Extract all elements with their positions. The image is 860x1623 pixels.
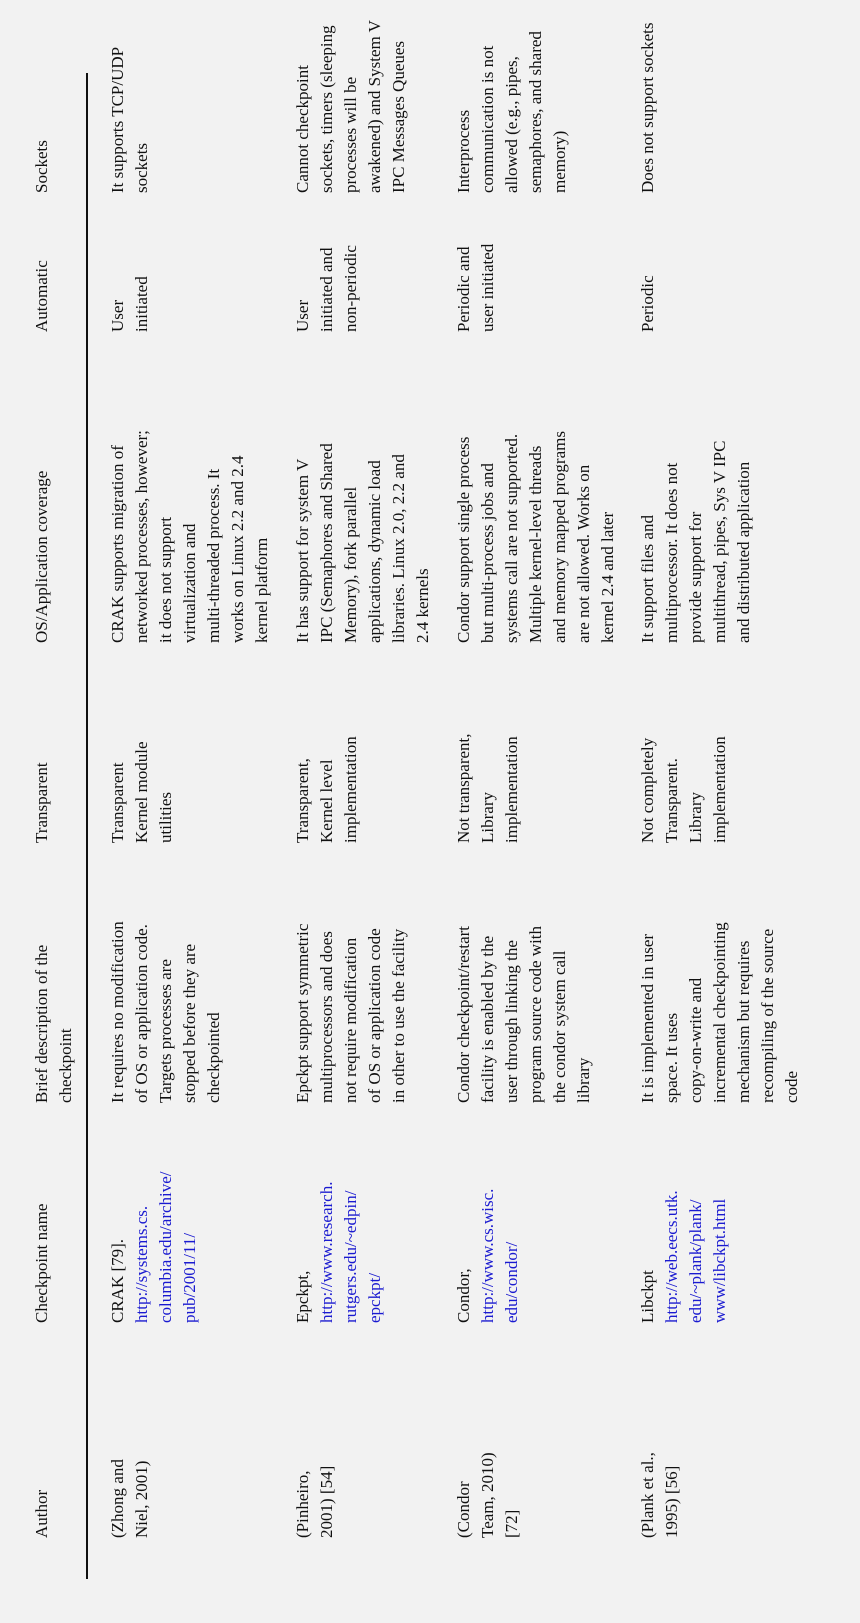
cell-description [291, 924, 411, 1103]
coverage-line: applications, dynamic load [365, 460, 384, 643]
coverage-line: Memory), fork parallel [341, 486, 360, 643]
cell-automatic [291, 245, 363, 332]
description-line: recompiling of the source [758, 928, 777, 1103]
automatic-line: Periodic [638, 275, 657, 332]
cell-description [452, 926, 596, 1103]
transparent-line: Library [686, 792, 705, 843]
coverage-line: it does not support [156, 516, 175, 643]
transparent-line: Transparent [108, 762, 127, 843]
cell-sockets [291, 20, 411, 193]
coverage-line: It support files and [638, 515, 657, 643]
cell-automatic [636, 275, 660, 332]
author-line: (Plank et al., [638, 1452, 657, 1538]
transparent-line: Not completely [638, 737, 657, 843]
author-line: Team, 2010) [478, 1452, 497, 1538]
coverage-line: multiprocessor. It does not [662, 462, 681, 643]
cell-author [452, 1452, 524, 1538]
author-line: 1995) [56] [662, 1465, 681, 1538]
description-line: of OS or application code [365, 928, 384, 1103]
description-line: It requires no modification [108, 921, 127, 1103]
description-line: not require modification [341, 937, 360, 1103]
checkpoint-title: Condor, [454, 1268, 473, 1323]
cell-checkpoint-name [636, 1190, 732, 1323]
automatic-line: User [293, 299, 312, 332]
cell-author [291, 1466, 339, 1538]
checkpoint-title: Epckpt, [293, 1270, 312, 1323]
header-description: Brief description of the checkpoint [32, 944, 75, 1103]
automatic-line: User [108, 299, 127, 332]
description-line: of OS or application code. [132, 924, 151, 1103]
sockets-line: sockets, timers (sleeping [317, 25, 336, 193]
checkpoint-url-line[interactable]: columbia.edu/archive/ [156, 1171, 175, 1323]
cell-description [106, 921, 226, 1103]
automatic-line: non-periodic [341, 245, 360, 332]
coverage-line: provide support for [686, 511, 705, 643]
description-line: stopped before they are [180, 943, 199, 1103]
automatic-line: initiated [132, 276, 151, 332]
automatic-line: Periodic and [454, 246, 473, 332]
cell-coverage [636, 441, 756, 643]
sockets-line: Cannot checkpoint [293, 65, 312, 193]
sockets-line: Interprocess [454, 109, 473, 193]
checkpoint-url-line[interactable]: edu/~plank/plank/ [686, 1199, 705, 1323]
cell-sockets [636, 23, 660, 193]
coverage-line: kernel platform [252, 537, 271, 643]
checkpoint-title: Libckpt [638, 1270, 657, 1323]
coverage-line: 2.4 kernels [413, 568, 432, 643]
author-line: 2001) [54] [317, 1465, 336, 1538]
coverage-line: Condor support single process [454, 436, 473, 643]
author-line: (Condor [454, 1481, 473, 1538]
transparent-line: Kernel level [317, 759, 336, 843]
description-line: multiprocessors and does [317, 931, 336, 1103]
coverage-line: libraries. Linux 2.0, 2.2 and [389, 454, 408, 643]
sockets-line: IPC Messages Queues [389, 40, 408, 193]
sockets-line: memory) [550, 130, 569, 193]
coverage-line: and distributed application [734, 461, 753, 643]
description-line: space. It uses [662, 1012, 681, 1103]
coverage-line: virtualization and [180, 523, 199, 643]
header-sockets: Sockets [32, 140, 51, 193]
description-line: It is implemented in user [638, 933, 657, 1103]
cell-author [106, 1459, 154, 1538]
author-line: (Zhong and [108, 1459, 127, 1538]
transparent-line: implementation [710, 736, 729, 843]
coverage-line: kernel 2.4 and later [598, 511, 617, 643]
sockets-line: processes will be [341, 76, 360, 193]
checkpoint-url-line[interactable]: www/libckpt.html [710, 1198, 729, 1323]
header-author: Author [32, 1489, 51, 1538]
checkpoint-title: CRAK [79]. [108, 1238, 127, 1323]
description-line: user through linking the [502, 940, 521, 1103]
transparent-line: Transparent. [662, 758, 681, 843]
checkpoint-url-line[interactable]: http://web.eecs.utk. [662, 1190, 681, 1323]
coverage-line: IPC (Semaphores and Shared [317, 443, 336, 643]
author-line: Niel, 2001) [132, 1460, 151, 1538]
cell-automatic [106, 276, 154, 332]
description-line: the condor system call [550, 950, 569, 1103]
sockets-line: Does not support sockets [638, 22, 657, 193]
cell-checkpoint-name [452, 1189, 524, 1323]
sockets-line: semaphores, and shared [526, 31, 545, 193]
coverage-line: works on Linux 2.2 and 2.4 [228, 455, 247, 643]
checkpoint-url-line[interactable]: http://systems.cs. [132, 1205, 151, 1323]
coverage-line: multithread, pipes, Sys V IPC [710, 440, 729, 643]
coverage-line: It has support for system V [293, 458, 312, 643]
cell-transparent [106, 742, 178, 844]
transparent-line: Transparent, [293, 758, 312, 843]
transparent-line: implementation [341, 736, 360, 843]
description-line: incremental checkpointing [710, 922, 729, 1103]
coverage-line: Multiple kernel-level threads [526, 445, 545, 643]
sockets-line: It supports TCP/UDP [108, 46, 127, 193]
transparent-line: Library [478, 792, 497, 843]
description-line: Epckpt support symmetric [293, 923, 312, 1103]
description-line: code [782, 1070, 801, 1103]
cell-transparent [291, 736, 363, 843]
checkpoint-url-line[interactable]: pub/2001/11/ [180, 1232, 199, 1323]
transparent-line: Not transparent, [454, 733, 473, 843]
description-line: Condor checkpoint/restart [454, 925, 473, 1103]
description-line: in other to use the facility [389, 928, 408, 1103]
sockets-line: allowed (e.g., pipes, [502, 56, 521, 193]
cell-sockets [452, 31, 572, 193]
cell-coverage [291, 443, 435, 643]
header-coverage: OS/Application coverage [32, 470, 51, 643]
coverage-line: but multi-process jobs and [478, 463, 497, 643]
cell-sockets [106, 47, 154, 193]
sockets-line: sockets [132, 142, 151, 193]
checkpoint-url-line[interactable]: epckpt/ [365, 1272, 384, 1323]
checkpoint-url-line[interactable]: rutgers.edu/~edpin/ [341, 1190, 360, 1323]
transparent-line: implementation [502, 736, 521, 843]
coverage-line: networked processes, however; [132, 430, 151, 643]
cell-coverage [106, 430, 274, 643]
coverage-line: systems call are not supported. [502, 433, 521, 643]
description-line: library [574, 1057, 593, 1103]
checkpoint-url-line[interactable]: http://www.cs.wisc. [478, 1188, 497, 1323]
description-line: checkpointed [204, 1012, 223, 1103]
header-automatic: Automatic [32, 260, 51, 332]
author-line: (Pinheiro, [293, 1470, 312, 1538]
coverage-line: multi-threaded process. It [204, 468, 223, 643]
transparent-line: utilities [156, 792, 175, 843]
checkpoint-url-line[interactable]: edu/condor/ [502, 1241, 521, 1323]
cell-transparent [452, 733, 524, 843]
cell-author [636, 1452, 684, 1538]
cell-checkpoint-name [106, 1171, 202, 1323]
cell-description [636, 922, 804, 1103]
cell-checkpoint-name [291, 1182, 387, 1323]
sockets-line: awakened) and System V [365, 20, 384, 193]
description-line: Targets processes are [156, 959, 175, 1103]
cell-automatic [452, 244, 500, 332]
author-line: [72] [502, 1509, 521, 1538]
transparent-line: Kernel module [132, 741, 151, 843]
description-line: copy-on-write and [686, 977, 705, 1103]
automatic-line: initiated and [317, 247, 336, 332]
coverage-line: are not allowed. Works on [574, 464, 593, 643]
coverage-line: CRAK supports migration of [108, 445, 127, 643]
description-line: facility is enabled by the [478, 935, 497, 1103]
header-checkpoint-name: Checkpoint name [32, 1203, 51, 1323]
description-line: program source code with [526, 925, 545, 1103]
header-transparent: Transparent [32, 762, 51, 843]
cell-coverage [452, 431, 620, 643]
coverage-line: and memory mapped programs [550, 431, 569, 643]
description-line: mechanism but requires [734, 940, 753, 1103]
checkpoint-url-line[interactable]: http://www.research. [317, 1181, 336, 1323]
sockets-line: communication is not [478, 45, 497, 193]
automatic-line: user initiated [478, 243, 497, 332]
header-rule [86, 73, 88, 1579]
cell-transparent [636, 736, 732, 843]
